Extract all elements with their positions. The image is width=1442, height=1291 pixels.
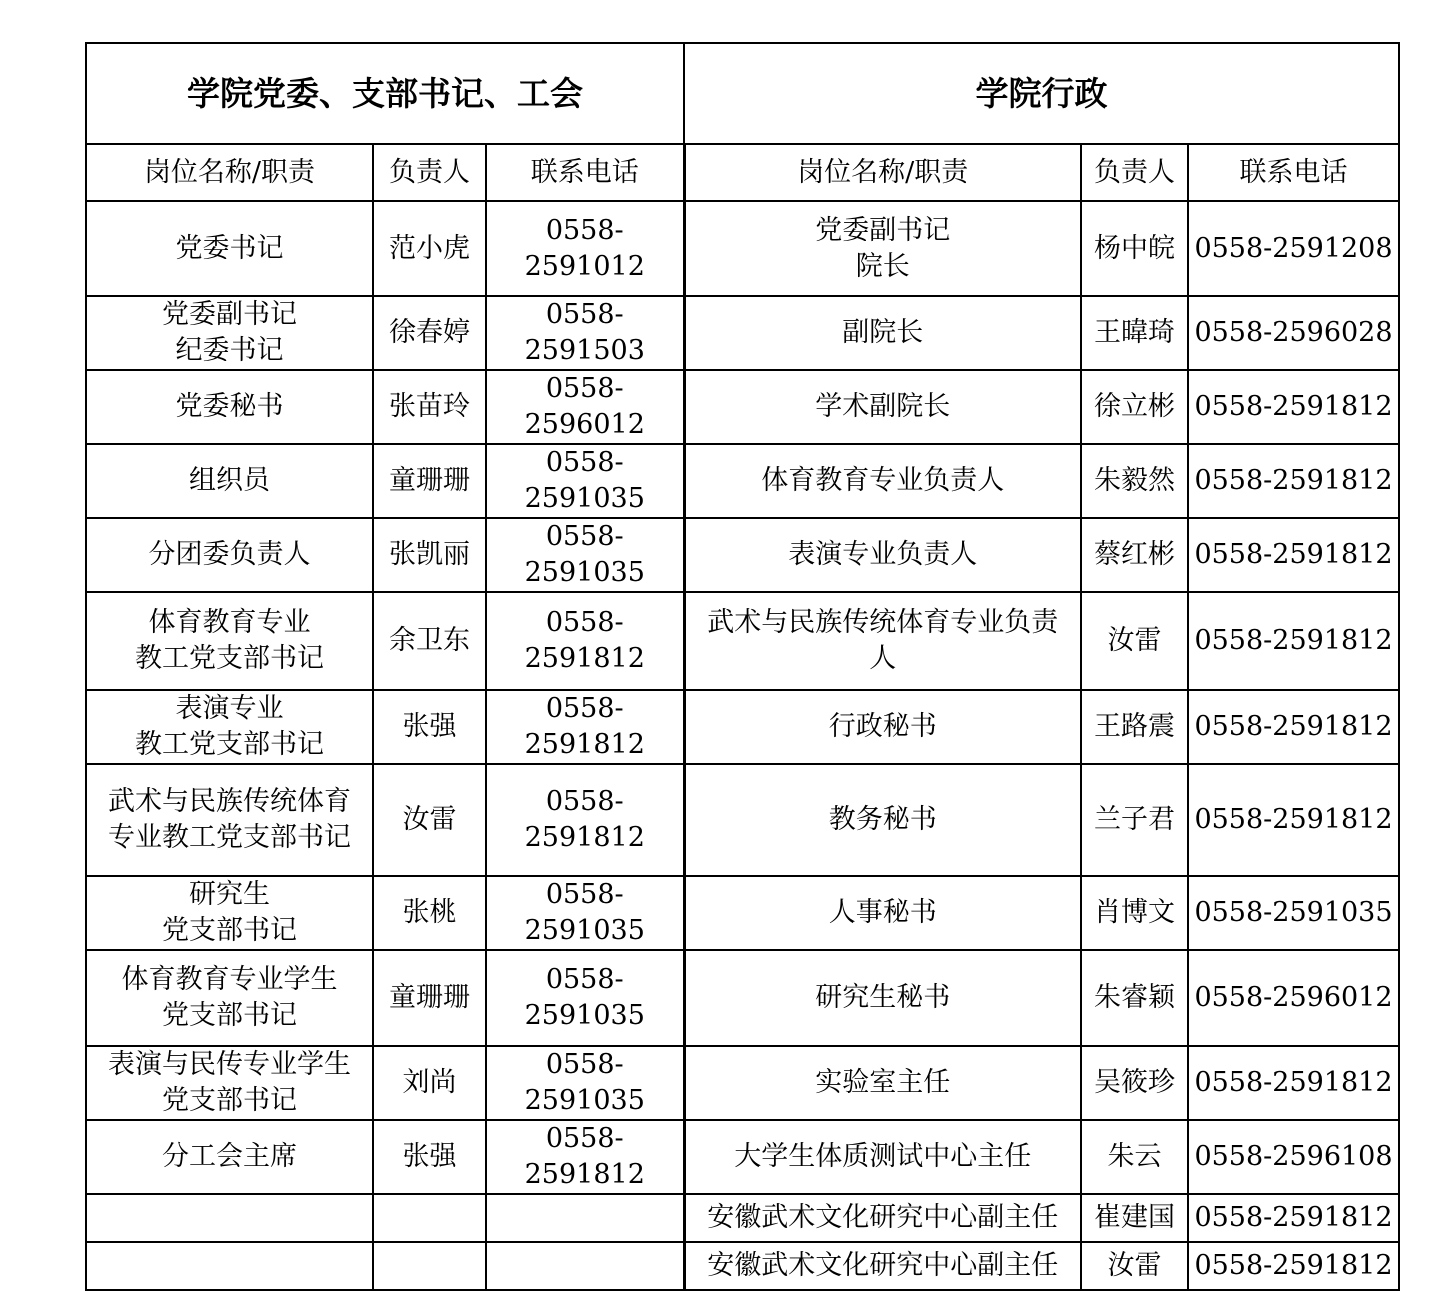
- table-row: [86, 1120, 1399, 1194]
- left-person-cell: 刘尚: [373, 1046, 486, 1120]
- right-phone-cell: 0558-2591812: [1188, 444, 1399, 518]
- table-row: [86, 1046, 1399, 1120]
- left-person-cell: 童珊珊: [373, 444, 486, 518]
- left-role-cell: [86, 1194, 373, 1242]
- right-person-cell: 汝雷: [1081, 592, 1188, 690]
- right-role-cell: 学术副院长: [684, 370, 1081, 444]
- column-header-role: 岗位名称/职责: [86, 144, 373, 201]
- left-phone-cell: 0558-2591812: [486, 764, 684, 876]
- table-row: [86, 764, 1399, 876]
- table-row: [86, 296, 1399, 370]
- left-person-cell: 童珊珊: [373, 950, 486, 1046]
- left-phone-cell: 0558-2591812: [486, 690, 684, 764]
- right-role-cell: 体育教育专业负责人: [684, 444, 1081, 518]
- left-phone-cell: 0558-2591035: [486, 518, 684, 592]
- right-phone-cell: 0558-2591812: [1188, 518, 1399, 592]
- right-phone-cell: 0558-2596108: [1188, 1120, 1399, 1194]
- right-role-cell: 表演专业负责人: [684, 518, 1081, 592]
- left-person-cell: 张强: [373, 690, 486, 764]
- right-phone-cell: 0558-2591812: [1188, 1046, 1399, 1120]
- right-person-cell: 徐立彬: [1081, 370, 1188, 444]
- left-person-cell: [373, 1194, 486, 1242]
- column-header-role: 岗位名称/职责: [684, 144, 1081, 201]
- left-section-title: 学院党委、支部书记、工会: [86, 43, 684, 144]
- table-row: [86, 690, 1399, 764]
- table-row: [86, 950, 1399, 1046]
- left-phone-cell: 0558-2591012: [486, 201, 684, 296]
- table-row: [86, 592, 1399, 690]
- table-row: [86, 518, 1399, 592]
- left-phone-cell: 0558-2591503: [486, 296, 684, 370]
- right-phone-cell: 0558-2591812: [1188, 592, 1399, 690]
- right-phone-cell: 0558-2591812: [1188, 370, 1399, 444]
- column-header-phone: 联系电话: [486, 144, 684, 201]
- column-header-row: [86, 144, 1399, 201]
- right-role-cell: 研究生秘书: [684, 950, 1081, 1046]
- right-person-cell: 汝雷: [1081, 1242, 1188, 1290]
- table-row: [86, 1242, 1399, 1290]
- left-role-cell: 组织员: [86, 444, 373, 518]
- left-role-cell: 分团委负责人: [86, 518, 373, 592]
- right-role-cell: 武术与民族传统体育专业负责 人: [684, 592, 1081, 690]
- table-row: [86, 444, 1399, 518]
- right-person-cell: 王暐琦: [1081, 296, 1188, 370]
- table-row: [86, 201, 1399, 296]
- table-row: [86, 370, 1399, 444]
- right-phone-cell: 0558-2591812: [1188, 764, 1399, 876]
- left-phone-cell: 0558-2591812: [486, 592, 684, 690]
- left-role-cell: 体育教育专业学生 党支部书记: [86, 950, 373, 1046]
- right-role-cell: 安徽武术文化研究中心副主任: [684, 1242, 1081, 1290]
- right-role-cell: 行政秘书: [684, 690, 1081, 764]
- right-person-cell: 朱毅然: [1081, 444, 1188, 518]
- right-person-cell: 杨中皖: [1081, 201, 1188, 296]
- left-role-cell: 表演与民传专业学生 党支部书记: [86, 1046, 373, 1120]
- column-header-name: 负责人: [373, 144, 486, 201]
- left-role-cell: 党委副书记 纪委书记: [86, 296, 373, 370]
- left-person-cell: [373, 1242, 486, 1290]
- left-person-cell: 张苗玲: [373, 370, 486, 444]
- right-person-cell: 兰子君: [1081, 764, 1188, 876]
- right-phone-cell: 0558-2591035: [1188, 876, 1399, 950]
- right-role-cell: 人事秘书: [684, 876, 1081, 950]
- left-phone-cell: 0558-2591035: [486, 444, 684, 518]
- left-role-cell: 表演专业 教工党支部书记: [86, 690, 373, 764]
- left-role-cell: [86, 1242, 373, 1290]
- left-role-cell: 党委书记: [86, 201, 373, 296]
- left-person-cell: 余卫东: [373, 592, 486, 690]
- left-phone-cell: [486, 1194, 684, 1242]
- left-phone-cell: 0558-2591035: [486, 950, 684, 1046]
- right-role-cell: 教务秘书: [684, 764, 1081, 876]
- column-header-name: 负责人: [1081, 144, 1188, 201]
- right-person-cell: 吴筱珍: [1081, 1046, 1188, 1120]
- right-section-title: 学院行政: [684, 43, 1399, 144]
- left-person-cell: 范小虎: [373, 201, 486, 296]
- right-phone-cell: 0558-2596028: [1188, 296, 1399, 370]
- right-person-cell: 崔建国: [1081, 1194, 1188, 1242]
- left-role-cell: 党委秘书: [86, 370, 373, 444]
- section-header-row: [86, 43, 1399, 144]
- left-role-cell: 体育教育专业 教工党支部书记: [86, 592, 373, 690]
- right-role-cell: 安徽武术文化研究中心副主任: [684, 1194, 1081, 1242]
- left-phone-cell: 0558-2591035: [486, 1046, 684, 1120]
- left-person-cell: 张桃: [373, 876, 486, 950]
- left-role-cell: 分工会主席: [86, 1120, 373, 1194]
- left-role-cell: 研究生 党支部书记: [86, 876, 373, 950]
- table-row: [86, 876, 1399, 950]
- left-phone-cell: 0558-2596012: [486, 370, 684, 444]
- left-person-cell: 张凯丽: [373, 518, 486, 592]
- right-phone-cell: 0558-2596012: [1188, 950, 1399, 1046]
- left-phone-cell: 0558-2591035: [486, 876, 684, 950]
- table-row: [86, 1194, 1399, 1242]
- right-person-cell: 王路震: [1081, 690, 1188, 764]
- right-role-cell: 大学生体质测试中心主任: [684, 1120, 1081, 1194]
- right-phone-cell: 0558-2591812: [1188, 690, 1399, 764]
- right-role-cell: 党委副书记 院长: [684, 201, 1081, 296]
- contact-directory: [85, 42, 1400, 1291]
- right-role-cell: 副院长: [684, 296, 1081, 370]
- left-phone-cell: [486, 1242, 684, 1290]
- right-person-cell: 朱睿颖: [1081, 950, 1188, 1046]
- right-phone-cell: 0558-2591812: [1188, 1242, 1399, 1290]
- left-person-cell: 徐春婷: [373, 296, 486, 370]
- left-person-cell: 汝雷: [373, 764, 486, 876]
- left-phone-cell: 0558-2591812: [486, 1120, 684, 1194]
- column-header-phone: 联系电话: [1188, 144, 1399, 201]
- right-person-cell: 肖博文: [1081, 876, 1188, 950]
- contact-table: [85, 42, 1400, 1291]
- right-person-cell: 蔡红彬: [1081, 518, 1188, 592]
- right-person-cell: 朱云: [1081, 1120, 1188, 1194]
- left-person-cell: 张强: [373, 1120, 486, 1194]
- left-role-cell: 武术与民族传统体育 专业教工党支部书记: [86, 764, 373, 876]
- right-phone-cell: 0558-2591208: [1188, 201, 1399, 296]
- right-role-cell: 实验室主任: [684, 1046, 1081, 1120]
- right-phone-cell: 0558-2591812: [1188, 1194, 1399, 1242]
